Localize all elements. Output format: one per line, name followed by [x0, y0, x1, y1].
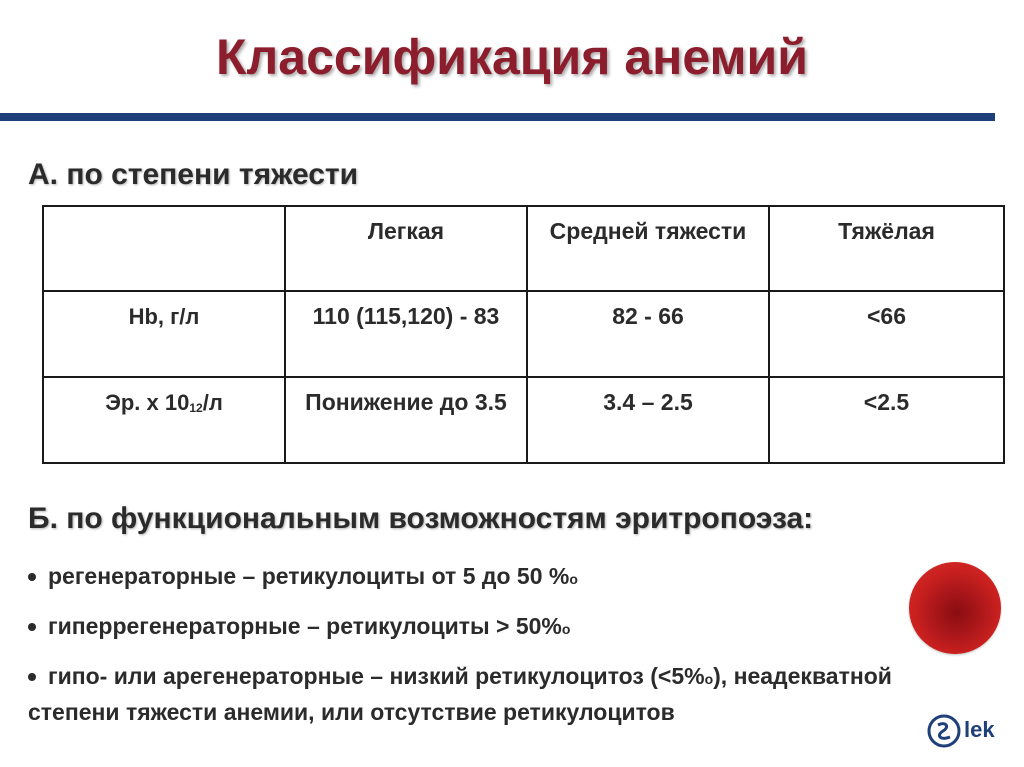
list-item-text: гиперрегенераторные – ретикулоциты > 50%	[48, 613, 562, 639]
table-header-severe: Тяжёлая	[769, 206, 1004, 291]
section-a-heading: А. по степени тяжести	[28, 158, 359, 191]
row-label-unit: /л	[202, 390, 223, 415]
table-cell: <2.5	[769, 377, 1004, 463]
table-header-empty	[43, 206, 285, 291]
table-cell: <66	[769, 291, 1004, 377]
red-blood-cell-image	[909, 562, 1001, 654]
slide-title: Классификация анемий	[216, 29, 808, 85]
permil-mark: о	[704, 671, 714, 687]
table-row	[43, 377, 1004, 463]
table-cell: 110 (115,120) - 83	[285, 291, 527, 377]
table-header-row	[43, 206, 1004, 291]
lek-emblem-icon	[926, 713, 962, 749]
bullet-dot-icon	[28, 673, 36, 681]
erythropoiesis-list	[28, 560, 928, 743]
row-label-hb: Hb, г/л	[43, 291, 285, 377]
list-item	[28, 610, 928, 646]
permil-mark: о	[569, 571, 578, 587]
title-divider	[0, 113, 995, 121]
list-item-text-tail: ), неадекватной степени тяжести анемии, или отсутствие ретикулоцитов	[28, 663, 892, 725]
bullet-dot-icon	[28, 573, 36, 581]
list-item	[28, 660, 928, 729]
logo-text: lek	[964, 717, 995, 742]
table-cell: Понижение до 3.5	[285, 377, 527, 463]
lek-logo	[926, 713, 1006, 749]
row-label-pre: Эр. х 10	[105, 390, 190, 415]
row-label-exponent: 12	[189, 401, 203, 415]
bullet-dot-icon	[28, 623, 36, 631]
row-label-erythrocytes	[43, 377, 285, 463]
severity-table	[42, 205, 1005, 464]
table-cell: 82 - 66	[527, 291, 769, 377]
table-cell: 3.4 – 2.5	[527, 377, 769, 463]
list-item-text: гипо- или арегенераторные – низкий ретикулоцитоз (<5%	[48, 663, 705, 689]
table-row	[43, 291, 1004, 377]
section-b-heading: Б. по функциональным возможностям эритропоэза:	[28, 502, 814, 535]
list-item-text: регенераторные – ретикулоциты от 5 до 50 %	[48, 563, 570, 589]
table-header-mild: Легкая	[285, 206, 527, 291]
permil-mark: о	[561, 621, 571, 637]
list-item	[28, 560, 928, 596]
table-header-moderate: Средней тяжести	[527, 206, 769, 291]
